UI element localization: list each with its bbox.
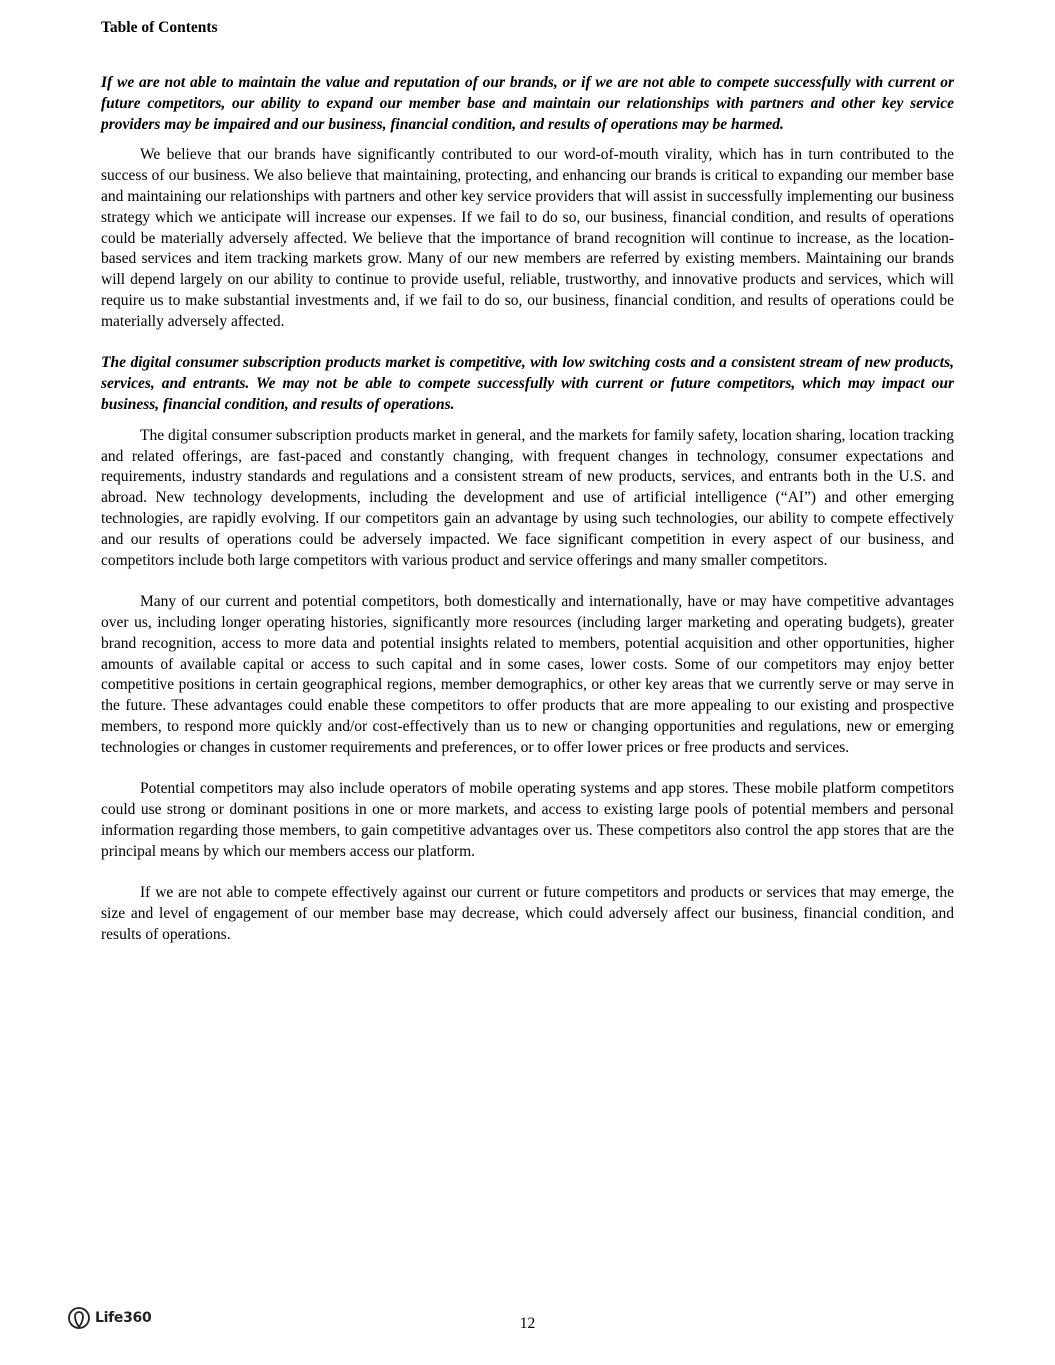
- table-of-contents-link[interactable]: Table of Contents: [101, 19, 218, 36]
- body-paragraph: Many of our current and potential competitors, both domestically and internationally, have or may have competitive advantages over us, including longer operating histories, significantly more resources (including larger marketing and operating budgets), greater brand recognition, access to more data and potential insights related to members, potential acquisition and other opportunities, higher amounts of available capital or access to such capital and in some cases, lower costs. Some of our competitors may enjoy better competitive positions in certain geographical regions, member demographics, or other key areas that we currently serve or may serve in the future. These advantages could enable these competitors to offer products that are more appealing to our existing and prospective members, to respond more quickly and/or cost-effectively than us to new or changing opportunities and regulations, new or emerging technologies or changes in customer requirements and preferences, or to offer lower prices or free products and services.: [101, 593, 954, 756]
- body-paragraph: We believe that our brands have significantly contributed to our word-of-mouth virality, which has in turn contributed to the success of our business. We also believe that maintaining, protecting, and enhancing our brands is critical to expanding our member base and maintaining our relationships with partners and other key service providers that will assist in successfully implementing our business strategy which we anticipate will increase our expenses. If we fail to do so, our business, financial condition, and results of operations could be materially adversely affected. We believe that the importance of brand recognition will continue to increase, as the location-based services and item tracking markets grow. Many of our new members are referred by existing members. Maintaining our brands will depend largely on our ability to continue to provide useful, reliable, trustworthy, and innovative products and services, which will require us to make substantial investments and, if we fail to do so, our business, financial condition, and results of operations could be materially adversely affected.: [101, 146, 954, 330]
- body-paragraph: If we are not able to compete effectively against our current or future competitors and products or services that may emerge, the size and level of engagement of our member base may decrease, which could adversely affect our business, financial condition, and results of operations.: [101, 884, 954, 943]
- section-heading: If we are not able to maintain the value and reputation of our brands, or if we are not able to compete successfully with current or future competitors, our ability to expand our member base and maintain our relationships with partners and other key service providers may be impaired and our business, financial condition, and results of operations may be harmed.: [101, 74, 954, 133]
- document-body: [101, 73, 954, 946]
- body-paragraph: Potential competitors may also include operators of mobile operating systems and app stores. These mobile platform competitors could use strong or dominant positions in one or more markets, and access to existing large pools of potential members and personal information regarding those members, to gain competitive advantages over us. These competitors also control the app stores that are the principal means by which our members access our platform.: [101, 780, 954, 860]
- logo-text: Life360: [95, 1310, 152, 1326]
- page-number: 12: [519, 1315, 536, 1332]
- section-heading: The digital consumer subscription products market is competitive, with low switching costs and a consistent stream of new products, services, and entrants. We may not be able to compete successfully with current or future competitors, which may impact our business, financial condition, and results of operations.: [101, 354, 954, 413]
- body-paragraph: The digital consumer subscription products market in general, and the markets for family safety, location sharing, location tracking and related offerings, are fast-paced and constantly changing, with frequent changes in technology, consumer expectations and requirements, industry standards and regulations and a consistent stream of new products, services, and entrants both in the U.S. and abroad. New technology developments, including the development and use of artificial intelligence (“AI”) and other emerging technologies, are rapidly evolving. If our competitors gain an advantage by using such technologies, our ability to compete effectively and our results of operations could be adversely impacted. We face significant competition in every aspect of our business, and competitors include both large competitors with various product and service offerings and many smaller competitors.: [101, 426, 954, 569]
